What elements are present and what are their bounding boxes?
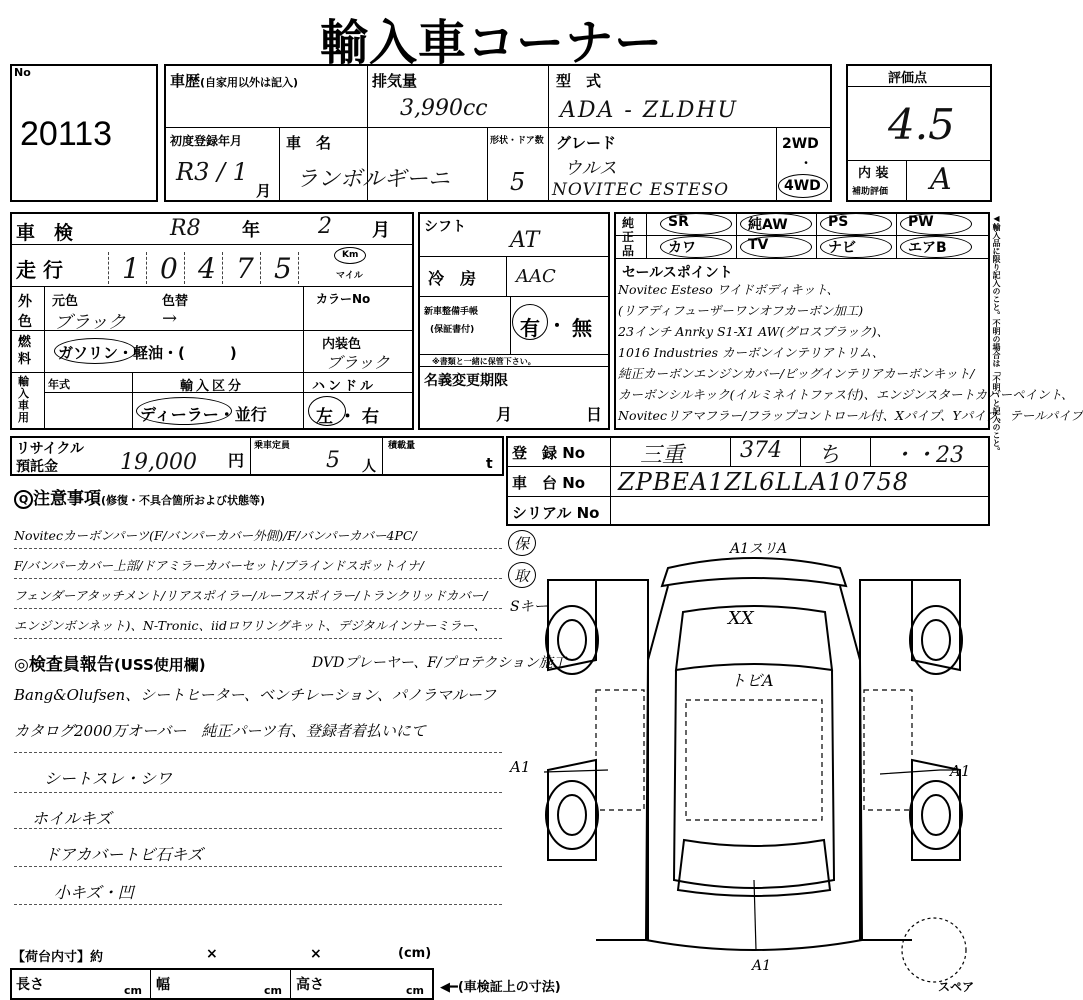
report-underline [14,828,502,829]
first-reg-month: 月 [256,182,272,200]
equipment-item-circle [740,213,812,235]
drive-4wd: 4WD [784,178,821,194]
sales-point-line: 純正カーボンエンジンカバー/ビッグインテリアカーボンキット/ [618,366,975,381]
model-type-value: ADA - ZLDHU [560,98,739,123]
load-unit: t [486,456,493,472]
equipment-item-circle [820,236,892,258]
report-underline [14,904,502,905]
report-underline [14,866,502,867]
equipment-item: TV [748,237,769,253]
ac-value: AAC [516,266,556,287]
model-type-label: 型 式 [556,72,602,90]
title-change-label: 名義変更期限 [424,373,508,389]
import-dealer-circle [136,397,232,425]
serial-label: シリアル No [512,504,600,522]
drive-4wd-circle [778,174,828,198]
reg-value: ち [818,443,841,468]
equipment-item: PW [908,214,934,230]
equipment-item: ナビ [828,240,856,256]
manual-dot: ・ [548,316,566,337]
equipment-label-2: 正 [622,230,635,244]
grade-value-2: NOVITEC ESTESO [552,180,730,200]
shift-value: AT [510,228,540,253]
title-change-month: 月 [496,405,513,424]
car-name-label: 車 名 [286,134,332,152]
manual-label: 新車整備手帳 [424,307,479,317]
notes-underline [14,548,502,549]
handle-label: ハンドル [312,379,377,394]
cargo-width: 幅 [156,977,170,993]
interior-value: A [930,162,952,197]
sales-point-line: 1016 Industries カーボンインテリアトリム、 [618,345,885,360]
manual-note: ※書類と一緒に保管下さい。 [432,357,536,366]
recycle-label-2: 預託金 [16,459,58,475]
equipment-item: エアB [908,240,947,256]
equipment-item-circle [740,236,812,258]
sales-point-line: (リアディフューザーワンオフカーボン加工) [618,303,864,318]
notes-underline [14,638,502,639]
fuel-options: ガソリン・軽油・( ) [58,344,237,362]
notes-line: F/バンパーカバー上部/ドアミラーカバーセット/ブラインドスポットイナ/ [14,558,424,573]
equipment-item: 純AW [748,217,788,233]
recycle-value: 19,000 [120,450,197,475]
mileage-label: 走 行 [16,258,63,282]
displacement-value: 3,990cc [400,96,488,121]
report-underline [14,792,502,793]
color-original-label: 元色 [52,294,79,309]
chassis-label: 車 台 No [512,474,586,492]
inspection-month-value: 2 [318,214,332,239]
mileage-cell-divider [298,252,299,284]
diagram-mark-right: A1 [950,762,971,780]
notes-line: エンジンボンネット)、N-Tronic、iidロワリングキット、デジタルインナーミラー、 [14,618,486,633]
cargo-label: 【荷台内寸】約 [12,950,104,965]
mileage-cell-divider [222,252,223,284]
fuel-interior-color-value: ブラック [326,353,390,372]
mileage-digit: 5 [274,252,292,285]
capacity-value: 5 [326,448,340,473]
cargo-note: ◀━(車検証上の寸法) [440,980,561,995]
notes-underline [14,608,502,609]
notes-underline [14,578,502,579]
inspection-year-unit: 年 [242,220,260,241]
equipment-label-3: 品 [622,244,635,258]
capacity-unit: 人 [362,459,376,475]
car-name-value: ランボルギーニ [296,167,451,192]
mileage-digit: 0 [160,252,178,285]
color-change-label: 色替 [162,294,189,309]
ac-label: 冷 房 [428,269,477,288]
grade-value-1: ウルス [564,158,617,179]
color-original-value: ブラック [54,312,126,333]
import-label: 輸入車用 [18,375,29,424]
sales-point-line: Novitec Esteso ワイドボディキット、 [618,282,840,297]
import-class-value: ディーラー・並行 [140,405,267,424]
diagram-mark-roof: XX [728,608,754,629]
shift-label: シフト [424,219,466,235]
equipment-item-circle [900,236,972,258]
capacity-label: 乗車定員 [254,441,291,451]
inspection-label: 車 検 [16,222,74,244]
import-year-label: 年式 [48,378,70,391]
mileage-unit-km: Km [342,250,359,260]
report-line: カタログ2000万オーバー 純正パーツ有、登録者着払いにて [14,722,426,740]
interior-sub: 補助評価 [852,187,889,197]
page-title: 輸入車コーナー [320,15,664,71]
cargo-x1: × [206,946,218,962]
spare-label: スペア [938,980,975,994]
first-reg-value: R3 / 1 [176,158,248,186]
manual-no: 無 [572,316,592,340]
mileage-cell-divider [184,252,185,284]
diagram-mark-left: A1 [510,758,531,776]
fuel-interior-color-label: 内装色 [322,337,362,352]
mileage-digit: 1 [122,252,140,285]
no-label: No [14,66,31,79]
equipment-divider [896,212,897,258]
car-diagram [508,540,1000,960]
color-change-value: → [162,308,178,329]
mileage-cell-divider [260,252,261,284]
equipment-item-circle [900,213,972,235]
manual-yes-circle [512,304,548,340]
interior-label: 内 装 [858,166,889,181]
cargo-length: 長さ [16,977,44,993]
fuel-gasoline-circle [54,338,136,364]
handle-left-circle [308,396,346,426]
reg-value: 三重 [640,443,685,468]
load-label: 積載量 [388,441,416,451]
notes-mark-2: 取 [514,567,530,585]
report-heading: ◎検査員報告(USS使用欄) [14,655,206,675]
cargo-width-cm: cm [264,984,282,997]
right-margin-note: ◀輸入品に限り記入のこと。不明の場合は「不明」と記入のこと。 [992,214,1001,455]
displacement-label: 排気量 [372,72,418,90]
report-line: ホイルキズ [32,809,112,828]
cargo-height-cm: cm [406,984,424,997]
report-line: シートスレ・シワ [44,769,172,788]
equipment-item: カワ [668,240,696,256]
report-inline: DVDプレーヤー、F/プロテクション施工 [312,655,567,671]
diagram-mark-trunk: トビA [730,671,774,690]
first-reg-label: 初度登録年月 [170,134,243,148]
report-line: ドアカバートビ石キズ [44,845,204,864]
recycle-label-1: リサイクル [16,441,85,457]
cargo-box [10,968,434,1000]
import-class-label: 輸入区分 [180,379,245,394]
reg-label: 登 録 No [512,444,586,462]
title-change-day: 日 [586,405,603,424]
equipment-label-1: 純 [622,216,635,230]
equipment-divider [736,212,737,258]
mileage-digit: 4 [198,252,216,285]
doors-value: 5 [510,168,526,196]
report-underline [14,752,502,753]
notes-q-icon: Q [14,490,33,509]
history-label: 車歴(自家用以外は記入) [170,72,299,90]
fuel-label: 燃料 [18,335,32,367]
manual-sub: (保証書付) [430,325,475,335]
diagram-mark-bottom: A1 [752,958,772,974]
reg-value: ・・23 [892,443,964,468]
cargo-x2: × [310,946,322,962]
grade-label: グレード [556,134,617,152]
cargo-height: 高さ [296,977,324,993]
doors-label: 形状・ドア数 [490,136,544,146]
cargo-length-cm: cm [124,984,142,997]
color-outer-label: 外色 [18,294,32,330]
notes-line: Novitecカーボンパーツ(F/バンパーカバー外側)/F/バンパーカバー4PC/ [14,528,417,543]
sales-point-line: カーボンシルキック(イルミネイトファス付)、エンジンスタートカバーペイント、 [618,387,1074,402]
sales-points-label: セールスポイント [622,265,733,281]
notes-heading: Q 注意事項(修復・不具合箇所および状態等) [14,484,265,509]
arrow-left-icon: ◀━ [440,980,458,995]
inspection-month-unit: 月 [372,220,390,241]
chassis-value: ZPBEA1ZL6LLA10758 [618,468,910,496]
inspection-year-value: R8 [170,216,201,241]
mileage-unit-km-circle [334,247,366,264]
recycle-unit: 円 [228,451,245,470]
sales-point-line: Novitecリアマフラー/フラップコントロール付、Xパイプ、Yパイプ、テールパイプ [618,408,1083,423]
equipment-divider [816,212,817,258]
handle-value: 左・右 [316,407,385,427]
equipment-item-circle [660,213,732,235]
equipment-item: PS [828,214,849,230]
mileage-digit: 7 [236,252,254,285]
mileage-unit-mile: マイル [336,271,363,281]
score-label: 評価点 [888,71,928,86]
cargo-unit: (cm) [398,946,432,961]
notes-mark-1: 保 [514,535,530,553]
report-bullet-icon: ◎ [14,655,29,675]
mileage-cell-divider [146,252,147,284]
notes-line: フェンダーアタッチメント/リアスポイラー/ルーフスポイラー/トランクリッドカバー/ [14,588,488,603]
notes-side-note: Sキー [510,599,548,615]
equipment-item-circle [660,236,732,258]
reg-value: 374 [740,438,782,463]
drive-dot: ・ [800,156,813,170]
equipment-item-circle [820,213,892,235]
color-no-label: カラーNo [316,292,371,306]
lot-number: 20113 [20,115,113,153]
score-value: 4.5 [888,100,955,149]
sales-point-line: 23インチ Anrky S1-X1 AW(グロスブラック)、 [618,324,890,339]
report-line: 小キズ・凹 [54,883,134,902]
drive-2wd: 2WD [782,136,819,152]
diagram-mark-top: A1スリA [730,541,788,557]
manual-yes: 有 [520,316,540,340]
equipment-item: SR [668,214,689,230]
report-line: Bang&Olufsen、シートヒーター、ベンチレーション、パノラマルーフ [14,686,497,704]
mileage-cell-divider [108,252,109,284]
